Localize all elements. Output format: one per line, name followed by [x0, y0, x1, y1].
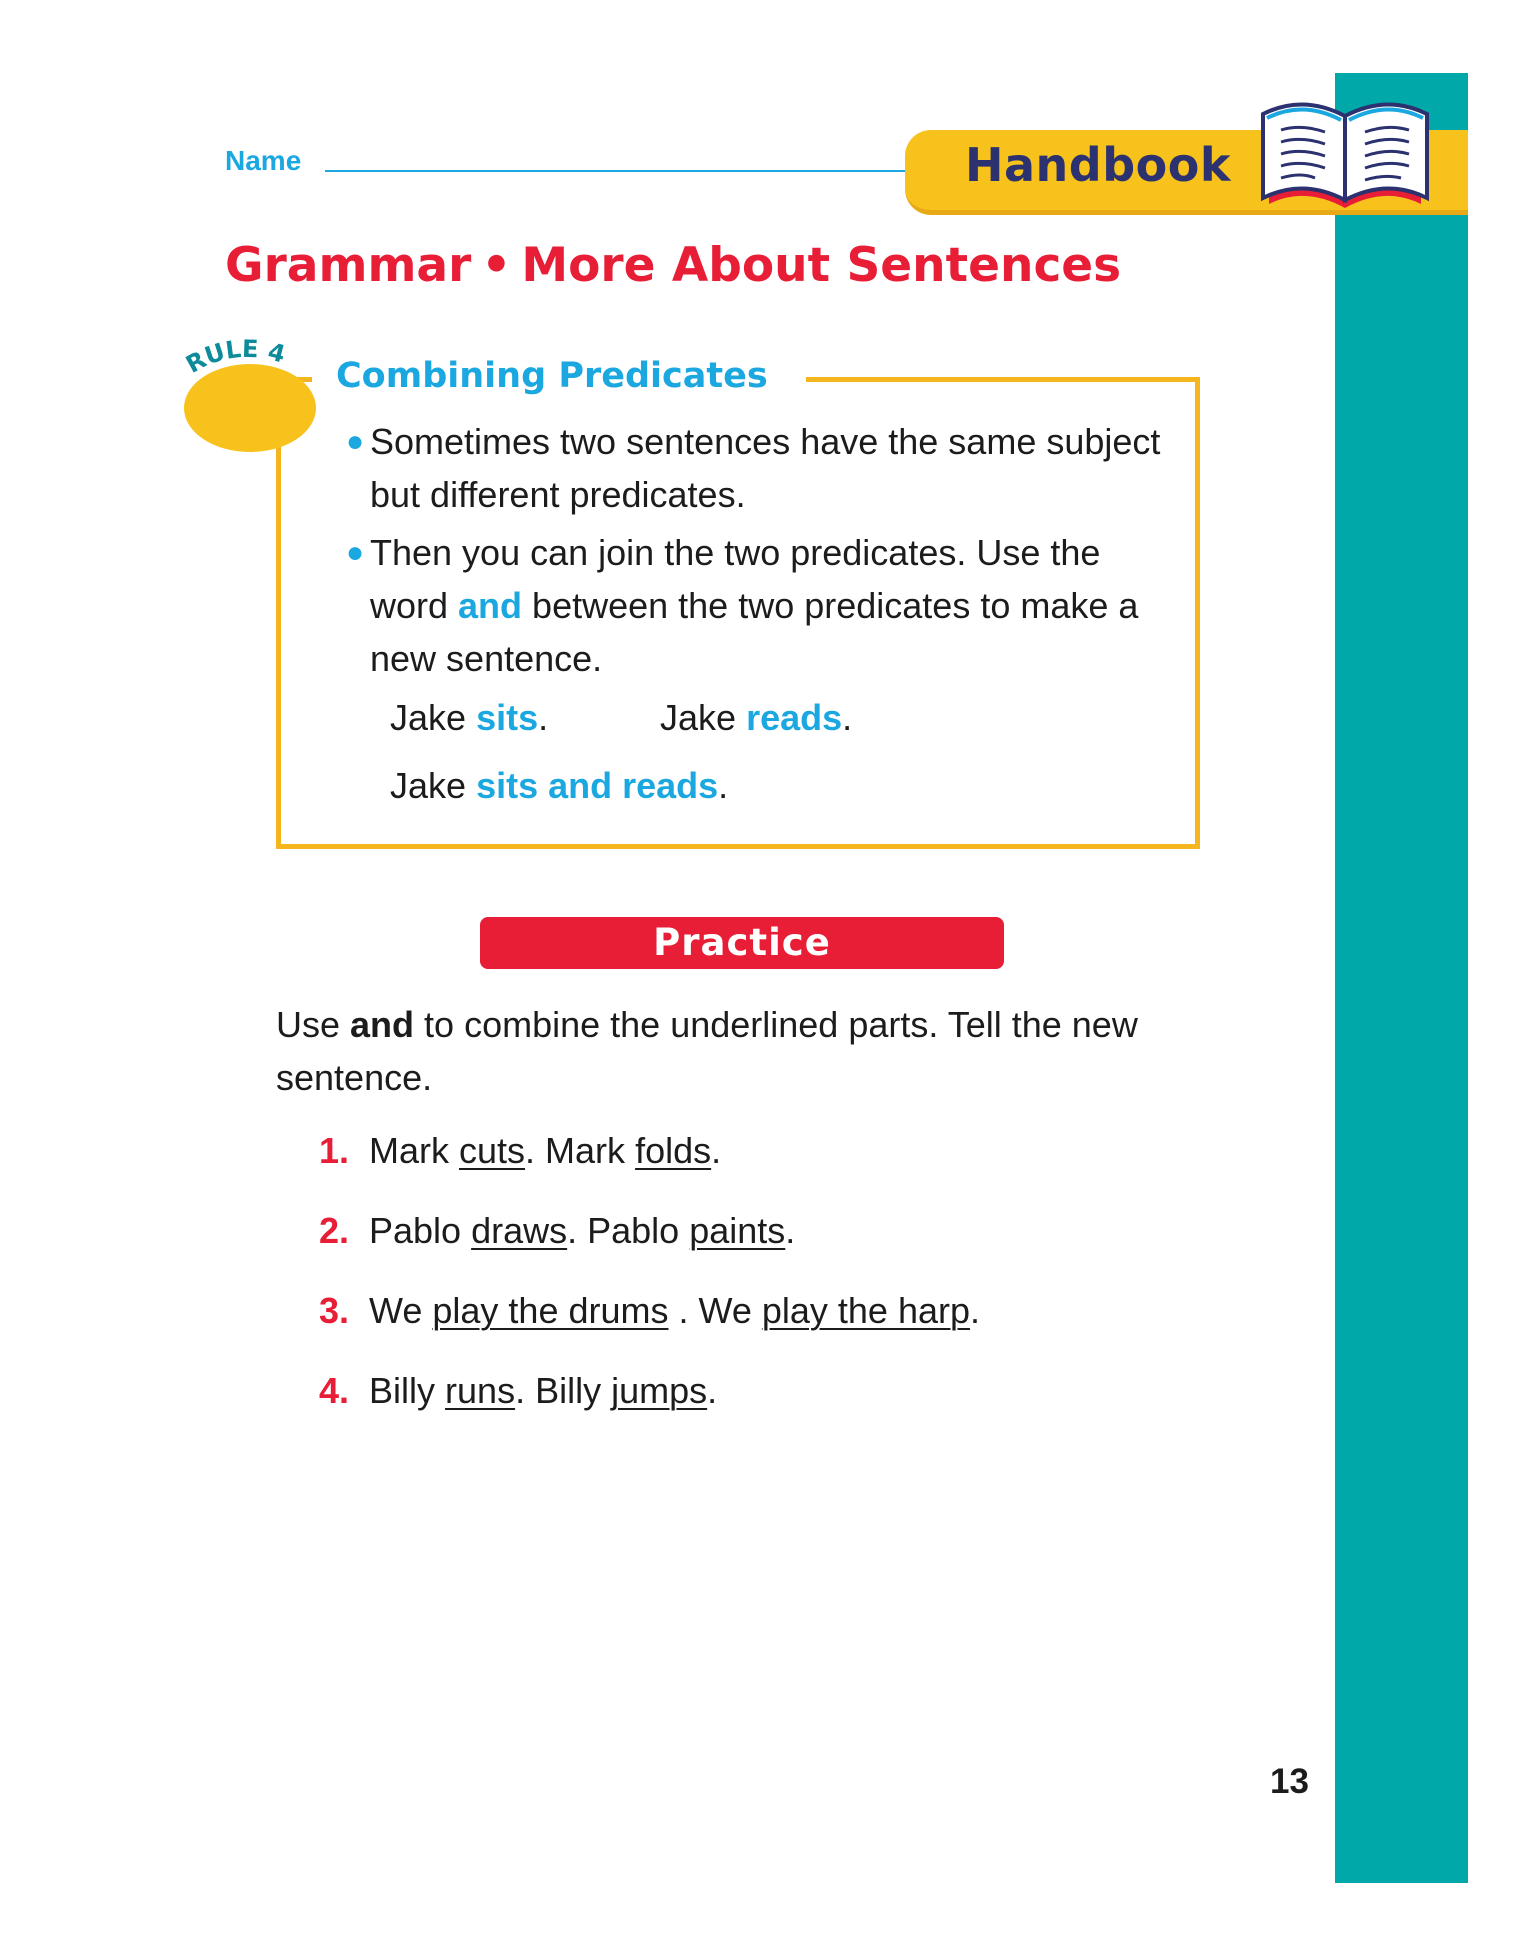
side-color-bar: [1335, 73, 1468, 1883]
example-sentence-2: Jake reads.: [660, 697, 853, 738]
practice-item-1: 1. Mark cuts. Mark folds.: [318, 1130, 722, 1171]
practice-item-2: 2. Pablo draws. Pablo paints.: [318, 1210, 796, 1251]
title-part-grammar: Grammar: [225, 238, 472, 293]
example-combined-sentence: Jake sits and reads.: [390, 765, 729, 806]
page-title: [225, 238, 1121, 293]
name-label: Name: [225, 145, 302, 176]
handbook-label: Handbook: [965, 138, 1231, 192]
rule-badge: [180, 330, 320, 455]
page-number: 13: [1270, 1762, 1309, 1801]
practice-banner: Practice: [480, 917, 1004, 969]
open-book-icon: [1255, 88, 1435, 216]
title-part-topic: More About Sentences: [521, 238, 1122, 293]
example-sentence-1: Jake sits.: [390, 697, 549, 738]
bullet-icon: ●: [346, 425, 365, 458]
practice-instructions: Use and to combine the underlined parts. Tell the new sentence.: [276, 1004, 1138, 1098]
bullet-icon: ●: [346, 536, 365, 569]
practice-item-4: 4. Billy runs. Billy jumps.: [318, 1370, 718, 1411]
rule-bullet-2: ● Then you can join the two predicates. Use the word and between the two predicates to make a new sentence.: [346, 526, 1176, 685]
highlight-and: and: [458, 585, 523, 626]
rule-badge-text: RULE 4: [181, 334, 289, 379]
title-separator: •: [481, 238, 512, 293]
rule-box-top-border: [806, 377, 1200, 382]
name-input-line[interactable]: [325, 170, 915, 172]
rule-bullets: [346, 415, 1176, 685]
rule-badge-oval: [184, 364, 316, 452]
practice-item-3: 3. We play the drums . We play the harp.: [318, 1290, 981, 1331]
rule-bullet-1: ● Sometimes two sentences have the same subject but different predicates.: [346, 415, 1176, 521]
rule-heading: Combining Predicates: [336, 356, 768, 396]
